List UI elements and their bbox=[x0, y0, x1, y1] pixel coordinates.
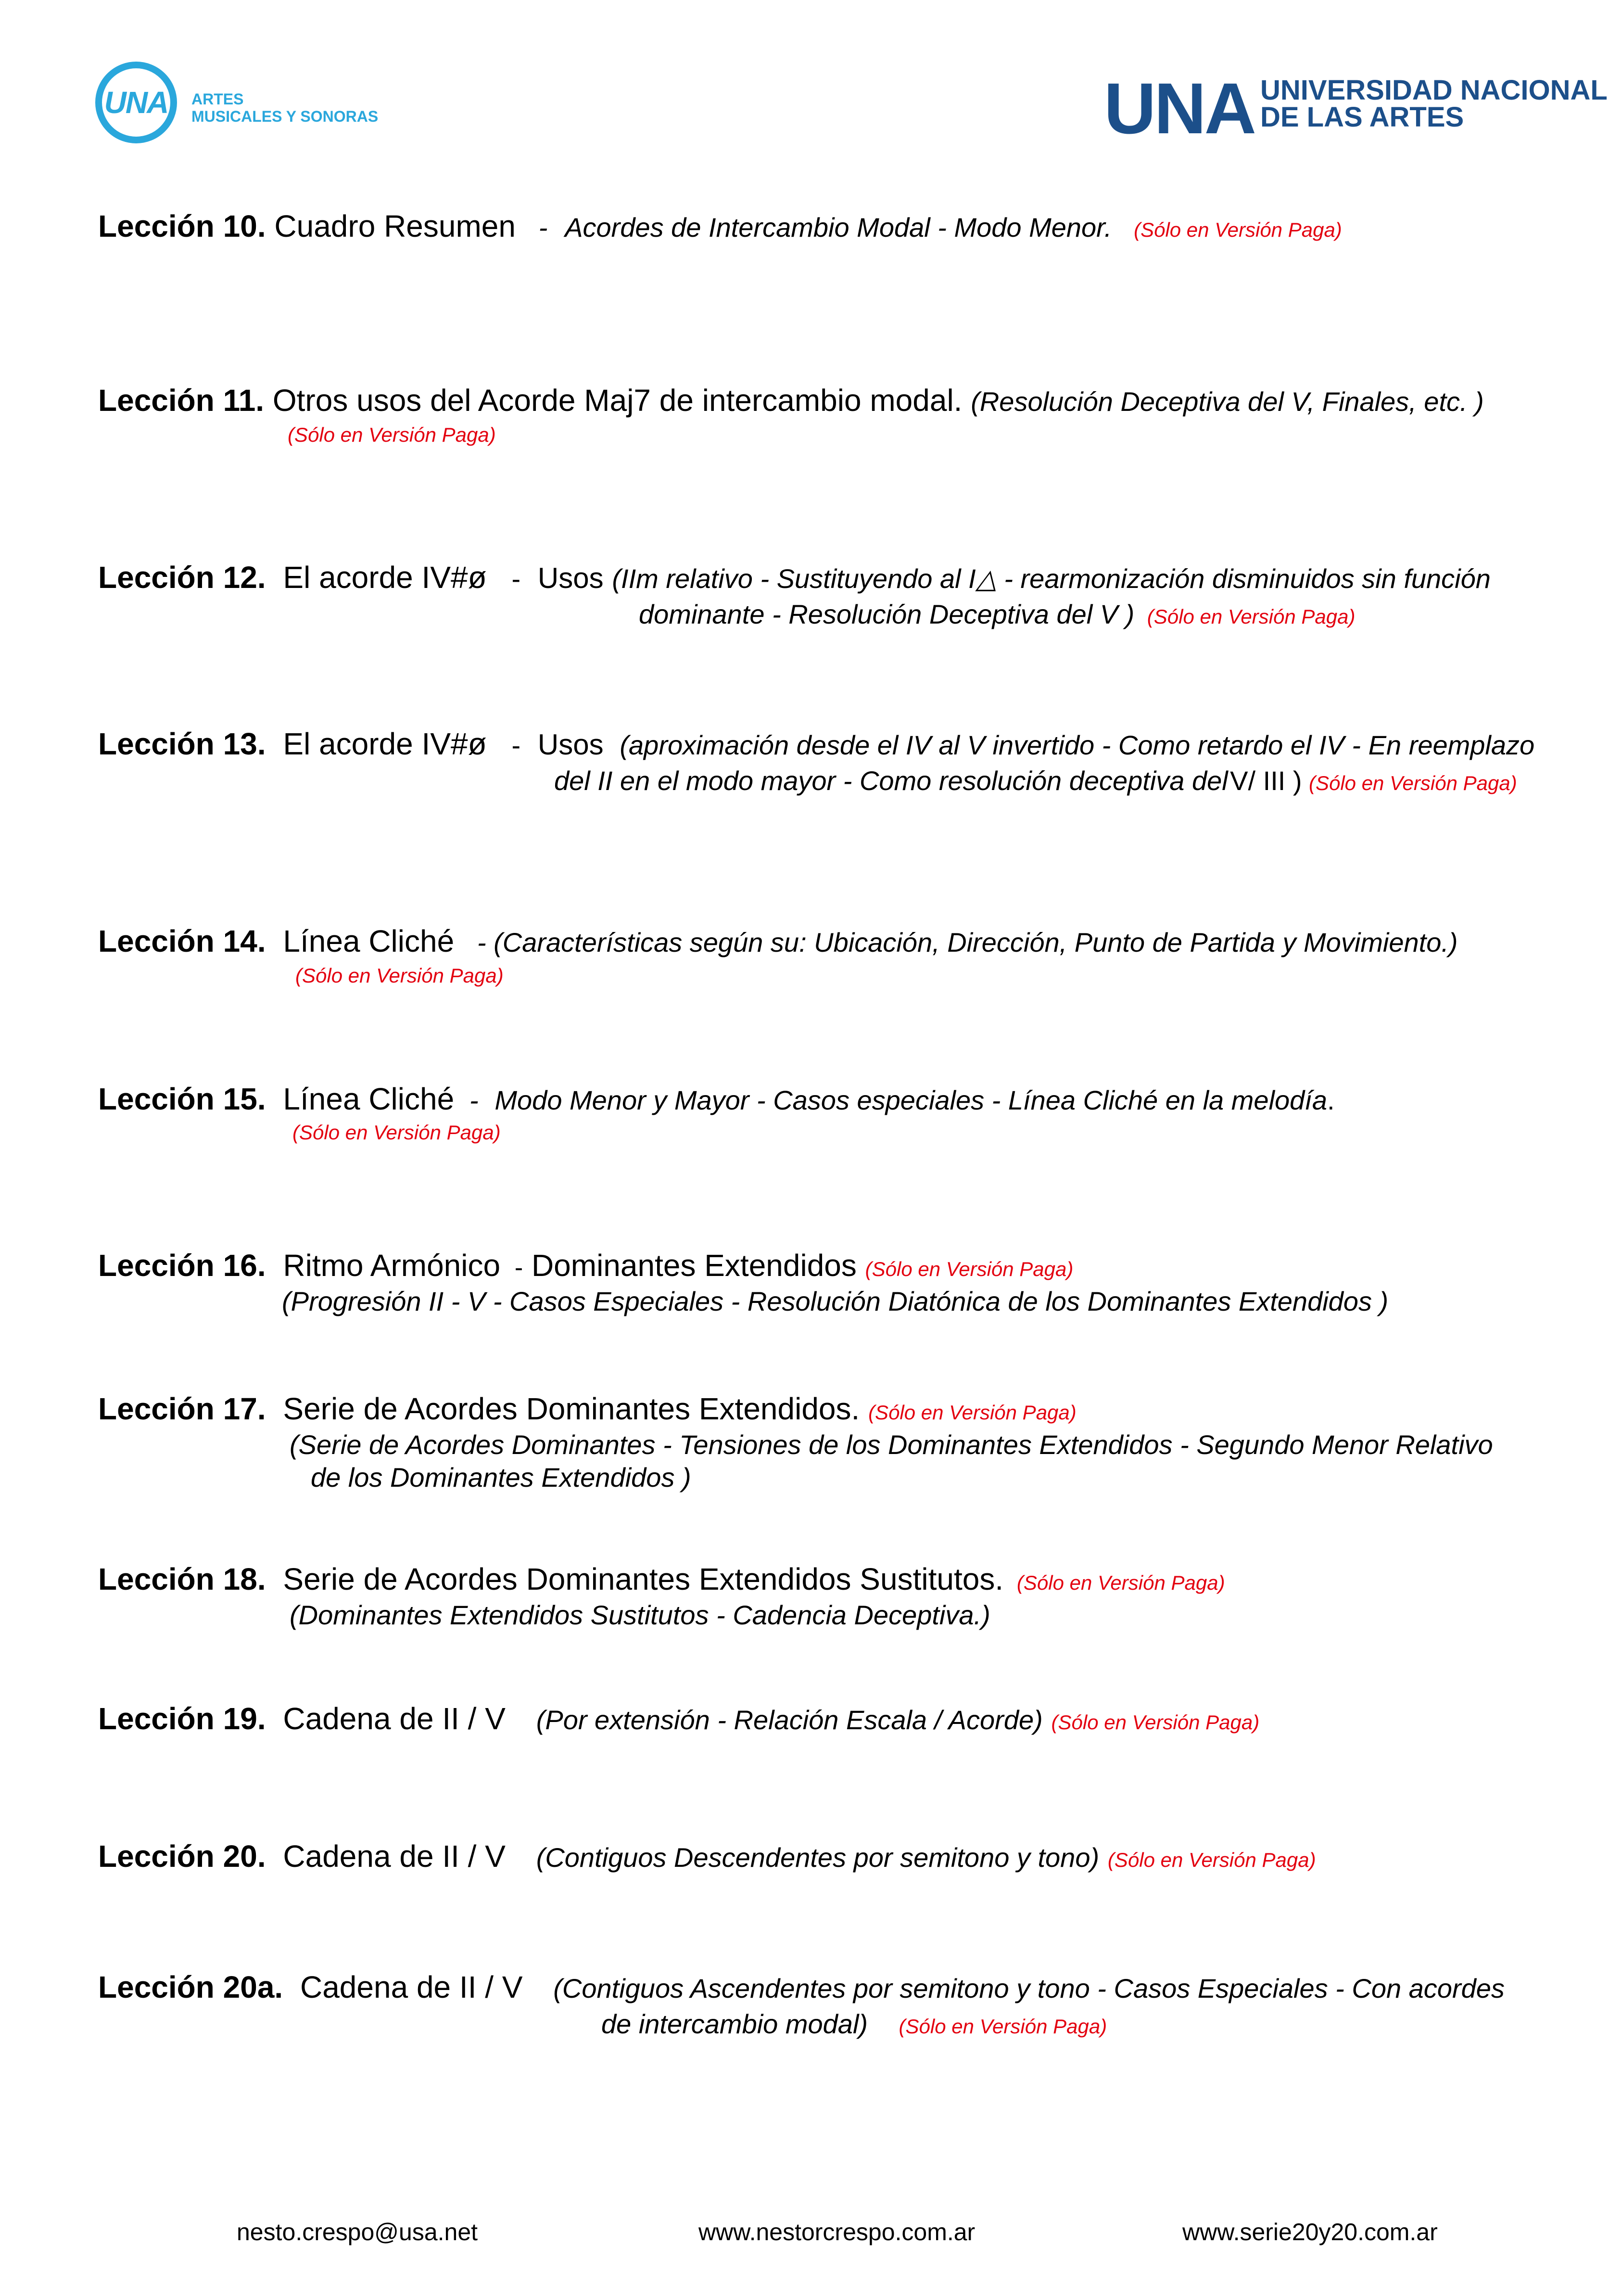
lesson-description: Acordes de Intercambio Modal - Modo Menor. bbox=[565, 212, 1112, 242]
lesson-12-continuation bbox=[639, 599, 1355, 630]
paid-version-note: (Sólo en Versión Paga) bbox=[295, 964, 504, 987]
lesson-title: Línea Cliché bbox=[283, 1082, 455, 1116]
lesson-description: (Contiguos Descendentes por semitono y tono) bbox=[536, 1842, 1100, 1873]
lesson-title-2: Dominantes Extendidos bbox=[531, 1248, 857, 1283]
paid-version-note: (Sólo en Versión Paga) bbox=[899, 2015, 1107, 2038]
footer-website-2[interactable]: www.serie20y20.com.ar bbox=[1182, 2219, 1438, 2245]
lesson-title: Otros usos del Acorde Maj7 de intercambio modal. bbox=[272, 383, 963, 418]
paid-version-note: (Sólo en Versión Paga) bbox=[1147, 605, 1356, 628]
una-left-logo-text: UNA bbox=[104, 85, 168, 120]
lesson-15 bbox=[98, 1084, 1335, 1114]
period: . bbox=[1327, 1085, 1335, 1115]
lesson-number: Lección 20a. bbox=[98, 1970, 283, 2004]
lesson-20a bbox=[98, 1972, 1505, 2003]
footer-email[interactable]: nesto.crespo@usa.net bbox=[237, 2219, 478, 2245]
lesson-number: Lección 14. bbox=[98, 924, 266, 958]
lesson-10 bbox=[98, 211, 1342, 242]
paid-version-note: (Sólo en Versión Paga) bbox=[1134, 218, 1342, 241]
una-right-logo-caption bbox=[1260, 77, 1608, 131]
lesson-description: (Serie de Acordes Dominantes - Tensiones de los Dominantes Extendidos - Segundo Menor Relativo bbox=[290, 1429, 1493, 1460]
lesson-16 bbox=[98, 1250, 1073, 1281]
paid-version-note: (Sólo en Versión Paga) bbox=[1308, 772, 1517, 794]
paid-version-note: (Sólo en Versión Paga) bbox=[288, 423, 496, 446]
lesson-title: Serie de Acordes Dominantes Extendidos. bbox=[283, 1391, 860, 1426]
separator: - bbox=[538, 212, 548, 242]
lesson-title: Cadena de II / V bbox=[283, 1701, 506, 1736]
logo-right-line1: UNIVERSIDAD NACIONAL bbox=[1260, 75, 1608, 106]
lesson-14 bbox=[98, 926, 1458, 957]
logo-right-line2: DE LAS ARTES bbox=[1260, 102, 1464, 133]
lesson-description: (Dominantes Extendidos Sustitutos - Cadencia Deceptiva.) bbox=[290, 1600, 990, 1630]
lesson-number: Lección 13. bbox=[98, 727, 266, 761]
lesson-20a-continuation bbox=[601, 2008, 1107, 2040]
lesson-description: (IIm relativo - Sustituyendo al I△ - rearmonización disminuidos sin función bbox=[612, 563, 1491, 594]
lesson-number: Lección 10. bbox=[98, 209, 266, 243]
una-left-logo-caption bbox=[191, 90, 378, 125]
lesson-number: Lección 12. bbox=[98, 560, 266, 595]
lesson-description: - (Características según su: Ubicación, Dirección, Punto de Partida y Movimiento.) bbox=[477, 927, 1458, 957]
lesson-description: Modo Menor y Mayor - Casos especiales - Línea Cliché en la melodía bbox=[494, 1085, 1327, 1115]
lesson-number: Lección 20. bbox=[98, 1839, 266, 1874]
lesson-number: Lección 16. bbox=[98, 1248, 266, 1283]
paid-version-note: (Sólo en Versión Paga) bbox=[1107, 1849, 1316, 1871]
lesson-title: Cadena de II / V bbox=[300, 1970, 523, 2004]
lesson-13-continuation bbox=[554, 765, 1517, 796]
separator: - bbox=[511, 563, 521, 594]
separator: - bbox=[469, 1085, 479, 1115]
una-left-logo-mark bbox=[95, 62, 177, 143]
lesson-description: dominante - Resolución Deceptiva del V ) bbox=[639, 599, 1135, 629]
lesson-description: del II en el modo mayor - Como resolución deceptiva del bbox=[554, 765, 1228, 796]
paid-version-note: (Sólo en Versión Paga) bbox=[292, 1121, 501, 1144]
lesson-description-tail: V/ III ) bbox=[1230, 765, 1302, 796]
paid-version-note: (Sólo en Versión Paga) bbox=[1016, 1571, 1225, 1594]
lesson-description: (aproximación desde el IV al V invertido - Como retardo el IV - En reemplazo bbox=[620, 730, 1535, 760]
lesson-title: El acorde IV#ø bbox=[283, 727, 487, 761]
lesson-title: Ritmo Armónico bbox=[283, 1248, 501, 1283]
paid-version-note: (Sólo en Versión Paga) bbox=[865, 1258, 1074, 1280]
lesson-title: Línea Cliché bbox=[283, 924, 455, 958]
lesson-11 bbox=[98, 385, 1484, 416]
lesson-description: (Resolución Deceptiva del V, Finales, etc. ) bbox=[971, 386, 1484, 417]
lesson-description-line2: de los Dominantes Extendidos ) bbox=[311, 1462, 691, 1492]
lesson-18 bbox=[98, 1564, 1225, 1594]
una-right-logo-mark: UNA bbox=[1104, 68, 1255, 149]
separator: - bbox=[511, 730, 521, 760]
lesson-title: Cuadro Resumen bbox=[274, 209, 516, 243]
lesson-19 bbox=[98, 1703, 1259, 1734]
logo-left-line1: ARTES bbox=[191, 90, 244, 108]
usos-label: Usos bbox=[537, 562, 604, 594]
lesson-description: (Contiguos Ascendentes por semitono y tono - Casos Especiales - Con acordes bbox=[553, 1973, 1505, 2003]
lesson-description: (Por extensión - Relación Escala / Acorde) bbox=[536, 1705, 1043, 1735]
lesson-description: de intercambio modal) bbox=[601, 2009, 868, 2039]
logo-left-line2: MUSICALES Y SONORAS bbox=[191, 108, 379, 125]
lesson-number: Lección 17. bbox=[98, 1391, 266, 1426]
lesson-number: Lección 18. bbox=[98, 1562, 266, 1596]
lesson-number: Lección 19. bbox=[98, 1701, 266, 1736]
lesson-title: Serie de Acordes Dominantes Extendidos Sustitutos. bbox=[283, 1562, 1004, 1596]
lesson-13 bbox=[98, 728, 1534, 759]
paid-version-note: (Sólo en Versión Paga) bbox=[868, 1401, 1077, 1424]
lesson-number: Lección 11. bbox=[98, 383, 265, 418]
footer-website-1[interactable]: www.nestorcrespo.com.ar bbox=[698, 2219, 976, 2245]
lesson-title: El acorde IV#ø bbox=[283, 560, 487, 595]
lesson-17 bbox=[98, 1393, 1077, 1424]
separator: - bbox=[514, 1254, 523, 1282]
lesson-12 bbox=[98, 562, 1491, 593]
paid-version-note: (Sólo en Versión Paga) bbox=[1051, 1711, 1260, 1734]
lesson-number: Lección 15. bbox=[98, 1082, 266, 1116]
lesson-title: Cadena de II / V bbox=[283, 1839, 506, 1874]
lesson-description: (Progresión II - V - Casos Especiales - Resolución Diatónica de los Dominantes Extendidos ) bbox=[282, 1286, 1389, 1316]
lesson-20 bbox=[98, 1841, 1316, 1872]
usos-label: Usos bbox=[537, 728, 604, 761]
